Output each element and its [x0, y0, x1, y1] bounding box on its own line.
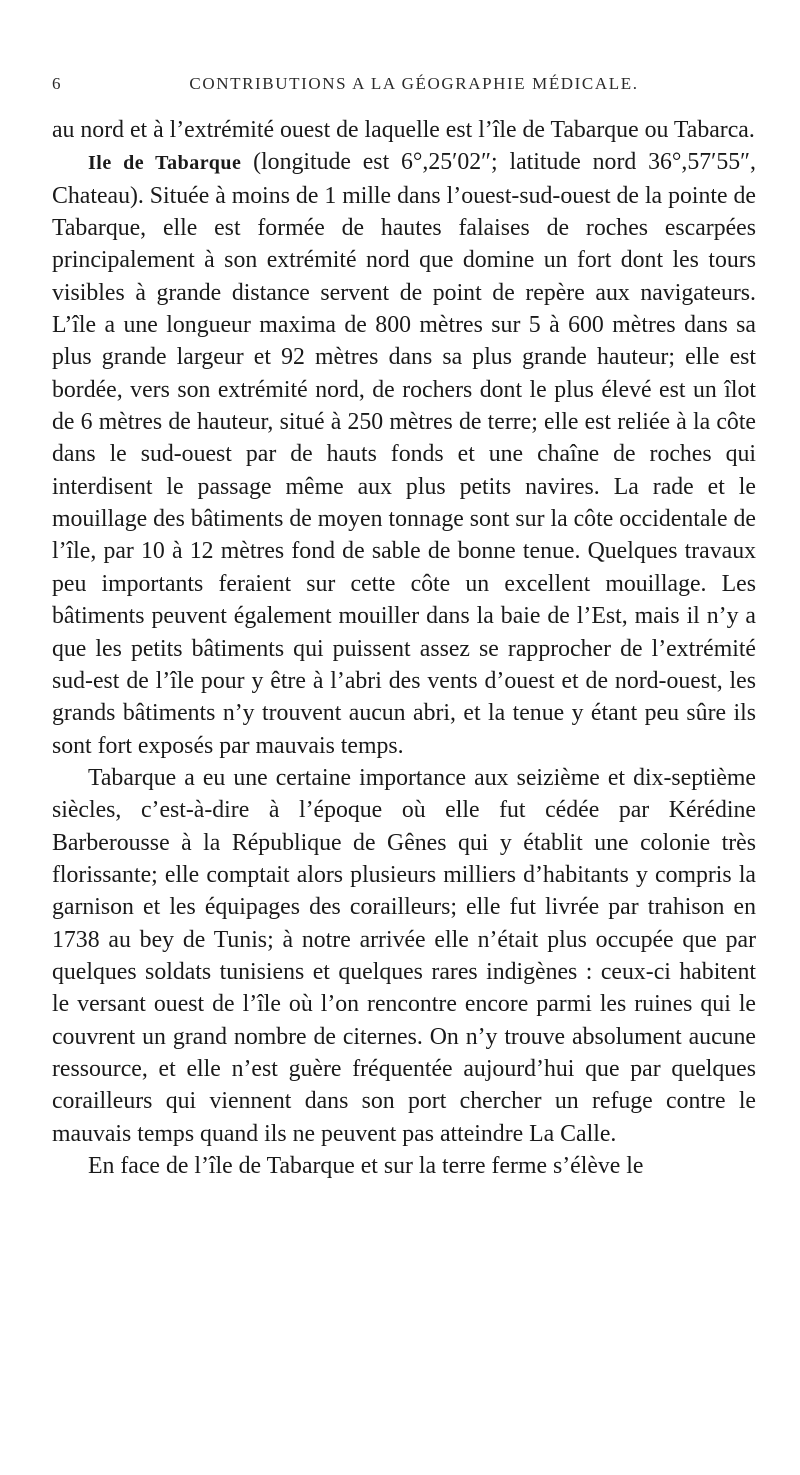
- paragraph-ile-de-tabarque: [52, 146, 756, 762]
- entry-heading: Ile de Tabarque: [88, 152, 242, 175]
- entry-text: (longitude est 6°,25′02″; latitude nord 36°,57′55″, Chateau). Située à moins de 1 mille dans l’ouest-sud-ouest de la pointe de Tabarque, elle est formée de hautes falaises de roches escarpées principalement à son extrémité nord que domine un fort dont les tours visibles à grande distance servent de point de repère aux navigateurs. L’île a une longueur maxima de 800 mètres sur 5 à 600 mètres dans sa plus grande largeur et 92 mètres dans sa plus grande hauteur; elle est bordée, vers son extrémité nord, de rochers dont le plus élevé est un îlot de 6 mètres de hauteur, situé à 250 mètres de terre; elle est reliée à la côte dans le sud-ouest par de hauts fonds et une chaîne de roches qui interdisent le passage même aux plus petits navires. La rade et le mouillage des bâtiments de moyen tonnage sont sur la côte occidentale de l’île, par 10 à 12 mètres fond de sable de bonne tenue. Quelques travaux peu importants feraient sur cette côte un excellent mouillage. Les bâtiments peuvent également mouiller dans la baie de l’Est, mais il n’y a que les petits bâtiments qui puissent assez se rapprocher de l’extrémité sud-est de l’île pour y être à l’abri des vents d’ouest et de nord-ouest, les grands bâtiments n’y trouvent aucun abri, et la tenue y étant peu sûre ils sont fort exposés par mauvais temps.: [52, 149, 756, 759]
- paragraph-last: En face de l’île de Tabarque et sur la terre ferme s’élève le: [88, 1153, 644, 1179]
- paragraph-continuation: au nord et à l’extrémité ouest de laquelle est l’île de Tabarque ou Tabarca.: [52, 117, 755, 143]
- running-header: [52, 74, 756, 104]
- paragraph-history: Tabarque a eu une certaine importance aux seizième et dix-septième siècles, c’est-à-dire à l’époque où elle fut cédée par Kérédine Barberousse à la République de Gênes qui y établit une colonie très florissante; elle comptait alors plusieurs milliers d’habitants y compris la garnison et les équipages des corailleurs; elle fut livrée par trahison en 1738 au bey de Tunis; à notre arrivée elle n’était plus occupée que par quelques soldats tunisiens et quelques rares indigènes : ceux-ci habitent le versant ouest de l’île où l’on rencontre encore parmi les ruines qui le couvrent un grand nombre de citernes. On n’y trouve absolument aucune ressource, et elle n’est guère fréquentée aujourd’hui que par quelques corailleurs qui viennent dans son port chercher un refuge contre le mauvais temps quand ils ne peuvent pas atteindre La Calle.: [52, 764, 756, 1147]
- body-text: [52, 114, 756, 1182]
- page-number: 6: [52, 74, 63, 93]
- running-title: CONTRIBUTIONS A LA GÉOGRAPHIE MÉDICALE.: [189, 74, 639, 93]
